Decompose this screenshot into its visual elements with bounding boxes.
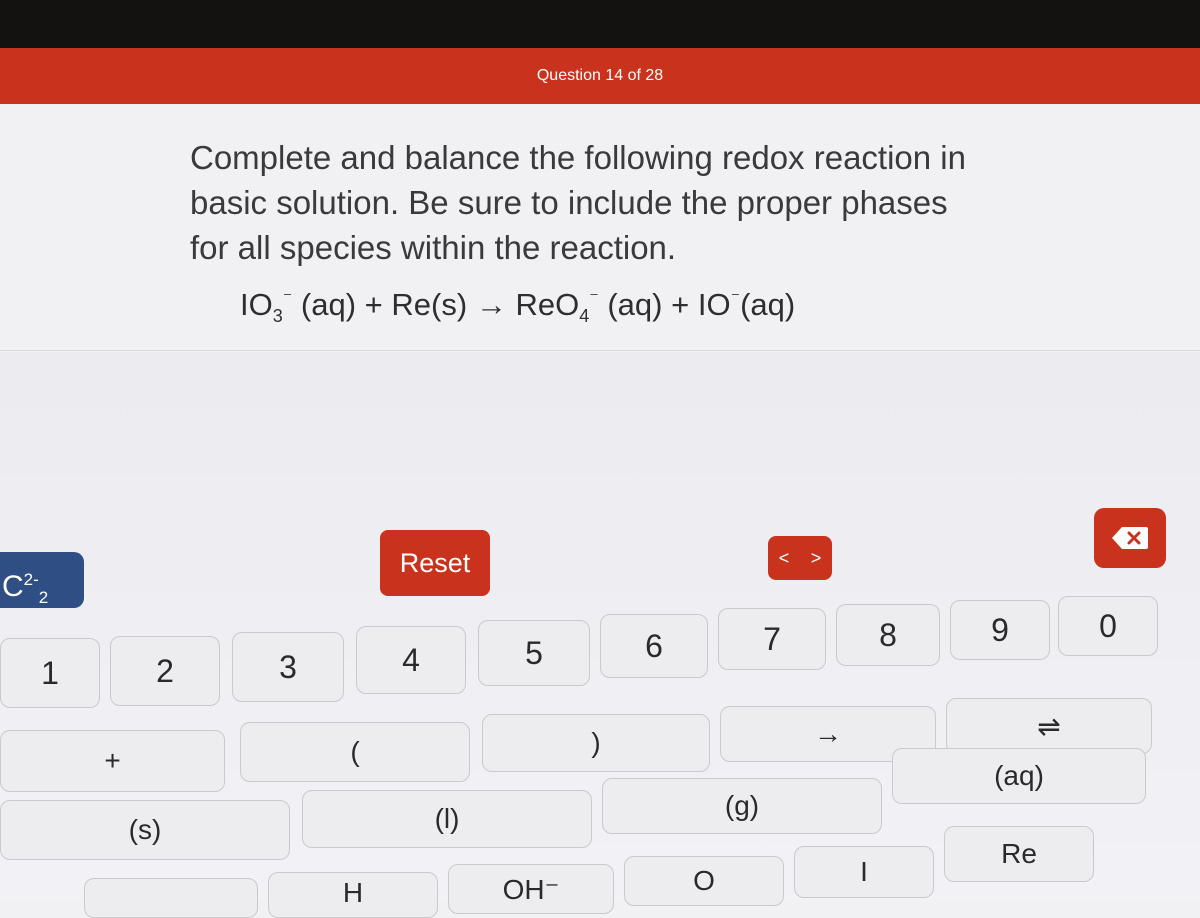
key-close-paren[interactable]: ) (482, 714, 710, 772)
question-header (0, 48, 1200, 104)
key-digit-2[interactable]: 2 (110, 636, 220, 706)
question-text: Complete and balance the following redox reaction in basic solution. Be sure to include the proper phases for all species within the reaction. (190, 139, 966, 266)
ion-tile[interactable]: $C^{2-}_2$ (0, 552, 84, 608)
divider (0, 350, 1200, 351)
key-digit-8[interactable]: 8 (836, 604, 940, 666)
key-digit-3[interactable]: 3 (232, 632, 344, 702)
reactant-rhenium: Re(s) (391, 287, 468, 322)
reset-button[interactable]: Reset (380, 530, 490, 596)
delete-button[interactable] (1094, 508, 1166, 568)
key-digit-1[interactable]: 1 (0, 638, 100, 708)
prev-button[interactable]: < (778, 548, 790, 568)
key-hydroxide[interactable]: OH⁻ (448, 864, 614, 914)
reaction-equation (240, 287, 795, 327)
key-element-re[interactable]: Re (944, 826, 1094, 882)
key-phase-liquid[interactable]: (l) (302, 790, 592, 848)
key-plus[interactable]: + (0, 730, 225, 792)
plus-sign: + (671, 287, 690, 322)
next-button[interactable]: > (810, 548, 822, 568)
backspace-x-icon (1110, 525, 1150, 551)
key-phase-gas[interactable]: (g) (602, 778, 882, 834)
cursor-nav (768, 536, 832, 580)
product-perrhenate: ReO$_4$⁻ (aq) (515, 287, 663, 327)
key-digit-6[interactable]: 6 (600, 614, 708, 678)
key-element-partial[interactable] (84, 878, 258, 918)
key-digit-4[interactable]: 4 (356, 626, 466, 694)
reactant-iodate: $IO_3^{^-}$ (aq) (240, 287, 357, 327)
key-digit-7[interactable]: 7 (718, 608, 826, 670)
device-top-bar (0, 0, 1200, 50)
key-equilibrium[interactable]: ⇌ (946, 698, 1152, 754)
key-element-o[interactable]: O (624, 856, 784, 906)
key-digit-5[interactable]: 5 (478, 620, 590, 686)
key-element-i[interactable]: I (794, 846, 934, 898)
key-digit-0[interactable]: 0 (1058, 596, 1158, 656)
key-digit-9[interactable]: 9 (950, 600, 1050, 660)
key-arrow[interactable]: → (720, 706, 936, 762)
key-element-h[interactable]: H (268, 872, 438, 918)
key-phase-aqueous[interactable]: (aq) (892, 748, 1146, 804)
question-counter: Question 14 of 28 (536, 67, 664, 84)
plus-sign: + (364, 287, 383, 322)
key-phase-solid[interactable]: (s) (0, 800, 290, 860)
reaction-arrow: → (475, 287, 507, 322)
key-open-paren[interactable]: ( (240, 722, 470, 782)
product-hypoiodite: IO⁻(aq) (697, 287, 796, 322)
